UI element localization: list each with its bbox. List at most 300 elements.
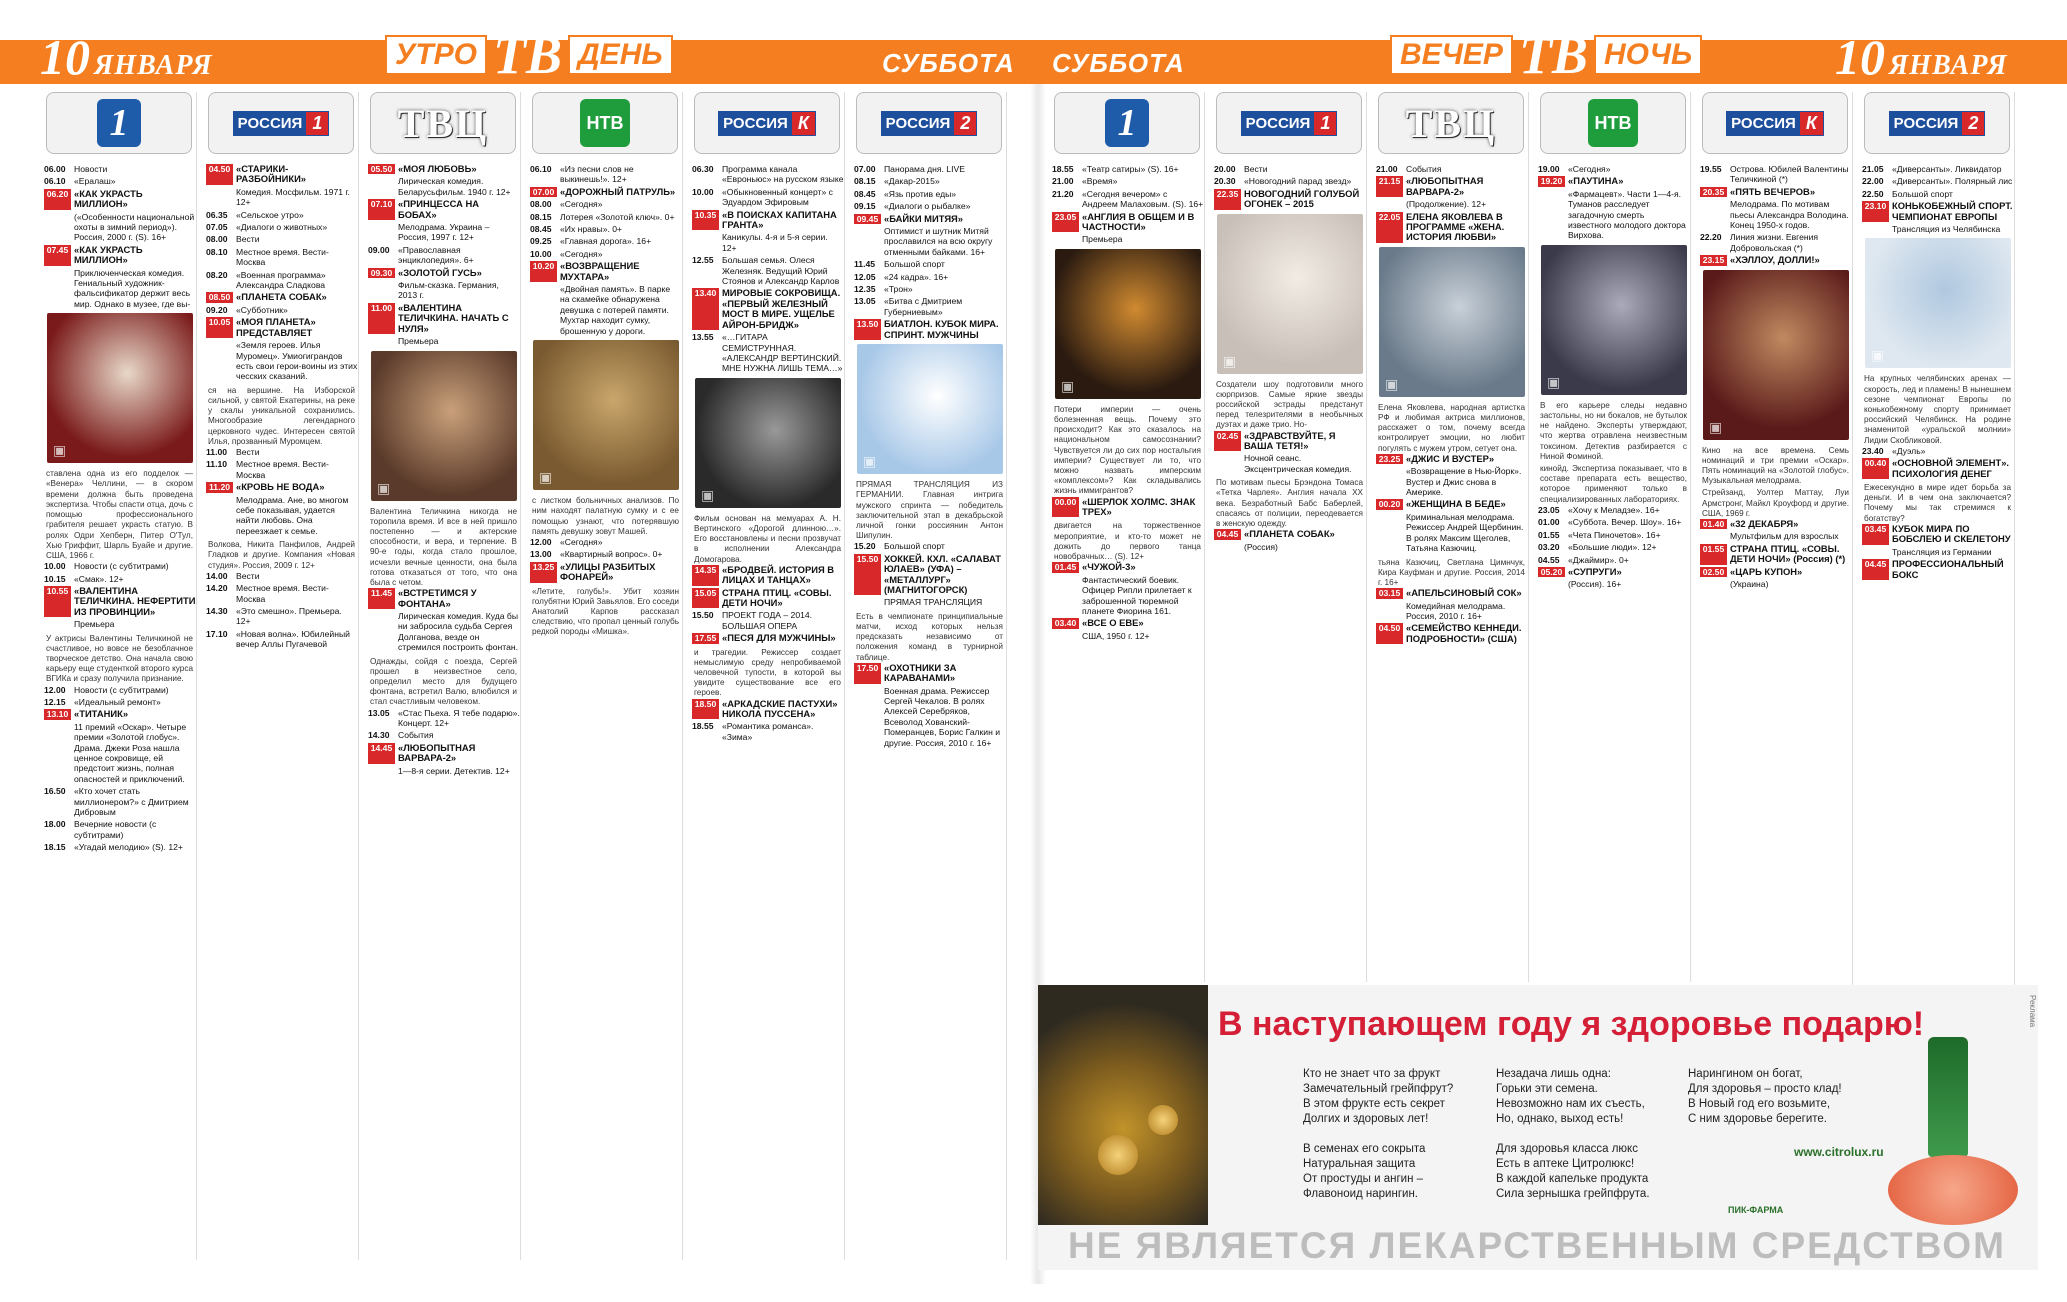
program-time: 14.45 [368,743,395,764]
program-row[interactable] [530,224,682,234]
program-list [690,164,844,742]
program-title: «Язь против еды» [884,188,957,199]
program-row[interactable] [530,212,682,222]
program-description: Валентина Теличкина никогда не торопила время. И все в ней пришло постепенно — и актерские способности, и вера, и терпение. В 90-е годы, когда стало прошлое, исчезли вечные ценности, она была готова отказаться от того, что она была с четом. [370,506,517,587]
program-row[interactable] [692,187,844,208]
program-list [1050,164,1204,641]
program-row[interactable] [692,633,844,643]
program-row[interactable] [692,232,844,253]
program-row[interactable] [44,189,196,210]
program-row[interactable] [368,730,520,740]
channel-logo[interactable] [1054,92,1200,154]
program-title: Новости [74,164,108,174]
program-row[interactable] [1538,176,1690,186]
channel-russia-icon [1241,111,1338,136]
program-row[interactable] [206,606,358,627]
program-row[interactable] [206,305,358,315]
program-title: «КАК УКРАСТЬ МИЛЛИОН» [74,187,143,210]
program-row[interactable] [692,288,844,330]
channel-logo[interactable] [1540,92,1686,154]
advertisement [1038,985,2038,1270]
program-row[interactable] [44,722,196,784]
program-title: СТРАНА ПТИЦ. «СОВЫ. ДЕТИ НОЧИ» (Россия) (*) [1730,542,1846,565]
program-row[interactable] [854,259,1006,269]
program-row[interactable] [206,583,358,604]
program-row[interactable] [1862,201,2014,222]
image-icon: ▣ [377,479,391,496]
program-title: (Украина) [1730,579,1769,590]
program-time: 07.00 [530,187,557,197]
program-time: 20.30 [1214,176,1236,187]
program-row[interactable] [692,610,844,631]
channel-logo[interactable] [1378,92,1524,154]
program-title: «МОЯ ЛЮБОВЬ» [398,163,477,174]
program-row[interactable] [1862,446,2014,456]
program-row[interactable] [206,317,358,338]
program-row[interactable] [530,249,682,259]
program-row[interactable] [206,629,358,650]
ornament-ball-icon [1148,1105,1178,1135]
program-title: «Главная дорога». 16+ [560,236,652,247]
program-row[interactable] [1700,567,1852,577]
program-time: 10.20 [530,261,557,282]
program-row[interactable] [44,164,196,174]
program-row[interactable] [44,842,196,852]
program-row[interactable] [44,586,196,617]
program-row[interactable] [530,284,682,336]
program-row[interactable] [692,565,844,586]
program-description: В его карьере следы недавно застольны, но ни бокалов, не бутылок не найдено. Эксперты утверждают, что жертва отравлена неизвестным токсином. Детектив разбирается с Ниной Фоминой. [1540,400,1687,461]
program-title: «Сегодня» [560,536,603,547]
program-row[interactable] [368,280,520,301]
program-title: Оптимист и шутник Митяй прославился на всю округу отменными байками. 16+ [884,226,993,257]
program-time: 18.00 [44,819,66,830]
program-row[interactable] [530,549,682,559]
program-title: «Это смешно». Премьера. 12+ [236,606,342,627]
program-title: «ПЛАНЕТА СОБАК» [236,291,327,303]
logo-word: ДЕНЬ [568,35,673,75]
program-description: Создатели шоу подготовили много сюрпризов. Самые яркие звезды российской эстрады предстанут перед телезрителями в необычных дуэтах и даже трио. Но- [1216,379,1363,430]
program-row[interactable] [1700,164,1852,185]
program-row[interactable] [44,176,196,186]
program-row[interactable] [1376,164,1528,174]
program-row[interactable] [1376,176,1528,197]
program-time: 15.50 [692,610,714,621]
program-row[interactable] [1052,189,1204,210]
channel-number: К [792,112,815,135]
ad-url[interactable]: www.citrolux.ru [1794,1145,1884,1159]
program-title: «ЧУЖОЙ-3» [1082,561,1136,573]
program-time: 12.00 [44,684,66,695]
program-title: Лирическая комедия. Беларусьфильм. 1940 г. 12+ [398,176,511,197]
program-row[interactable] [206,571,358,581]
program-row[interactable] [206,482,358,492]
program-photo [371,351,517,501]
program-row[interactable] [1538,555,1690,565]
program-row[interactable] [530,199,682,209]
program-row[interactable] [206,234,358,244]
program-description: ся на вершине. На Изборской сильной, у святой Екатерины, на реке у скалы уникальной сохранились. Многообразие легендарного церковного чудес. Интересен святой Илья, прозванный Муромцем. [208,385,355,446]
program-title: «Сегодня» [560,199,603,210]
program-title: «Большие люди». 12+ [1568,542,1657,553]
program-row[interactable] [530,537,682,547]
program-time: 06.30 [692,164,714,174]
ad-poem-col2: Незадача лишь одна: Горьки эти семена. Невозможно нам их съесть, Но, однако, выход есть! Для здоровья класса люкс Есть в аптеке Цитролюкс! В каждой капельке продукта Сила зернышка грейпфрута. [1496,1068,1650,1200]
program-title: НОВОГОДНИЙ ГОЛУБОЙ ОГОНЕК – 2015 [1244,187,1360,210]
channel-logo[interactable] [532,92,678,154]
program-row[interactable] [1700,579,1852,589]
program-title: Вести [1244,164,1268,174]
program-title: «Диалоги о рыбалке» [884,201,971,212]
program-row[interactable] [1376,588,1528,598]
program-row[interactable] [368,268,520,278]
program-list [204,164,358,650]
program-row[interactable] [1862,189,2014,199]
program-time: 06.20 [44,189,71,210]
program-row[interactable] [1538,164,1690,174]
program-time: 01.40 [1700,519,1727,529]
program-title: «Квартирный вопрос». 0+ [560,549,663,560]
program-row[interactable] [44,619,196,629]
program-time: 11.45 [854,259,876,270]
program-row[interactable] [206,447,358,457]
program-row[interactable] [1052,631,1204,641]
program-row[interactable] [1376,199,1528,209]
program-row[interactable] [44,709,196,719]
program-row[interactable] [1376,499,1528,509]
program-row[interactable] [1376,623,1528,644]
program-row[interactable] [368,222,520,243]
program-time [44,268,71,310]
program-row[interactable] [206,495,358,537]
program-row[interactable] [1700,199,1852,230]
program-row[interactable] [368,611,520,653]
program-row[interactable] [1052,234,1204,244]
program-time [1214,453,1241,474]
program-row[interactable] [1214,176,1366,186]
program-row[interactable] [692,255,844,286]
program-row[interactable] [854,663,1006,684]
program-row[interactable] [1538,542,1690,552]
program-title: «ВСТРЕТИМСЯ У ФОНТАНА» [398,587,477,609]
program-title: Трансляция из Германии [1892,546,1992,557]
program-title: Военная драма. Режиссер Сергей Чекалов. В ролях Алексей Серебряков, Всеволод Хованский-Померанцев, Борис Галкин и другие. Россия, 2010 г. 16+ [884,685,1001,748]
program-row[interactable] [692,588,844,609]
channel-column [1212,92,1367,982]
program-row[interactable] [854,176,1006,186]
program-title: «ЖЕНЩИНА В БЕДЕ» [1406,498,1506,510]
program-title: «ЛЮБОПЫТНАЯ ВАРВАРА-2» [398,741,476,764]
program-time: 09.25 [530,236,552,247]
channel-logo[interactable] [1702,92,1848,154]
program-row[interactable] [368,176,520,197]
program-row[interactable] [1862,458,2014,479]
channel-logo[interactable] [370,92,516,154]
logo-tv: ТВ [1518,25,1588,85]
program-row[interactable] [854,226,1006,257]
program-row[interactable] [44,561,196,571]
program-time: 22.00 [1862,176,1884,187]
program-row[interactable] [206,222,358,232]
ad-headline: В наступающем году я здоровье подарю! [1218,1005,1925,1043]
program-row[interactable] [206,270,358,291]
program-list [1698,164,1852,590]
program-row[interactable] [1862,559,2014,580]
program-time [44,722,71,784]
program-row[interactable] [1376,601,1528,622]
program-time: 00.00 [1052,497,1079,518]
program-title: «ОСНОВНОЙ ЭЛЕМЕНТ». ПСИХОЛОГИЯ ДЕНЕГ [1892,457,2010,479]
program-row[interactable] [1700,255,1852,265]
program-row[interactable] [1214,529,1366,539]
program-time: 10.15 [44,573,66,584]
program-time: 08.20 [206,269,228,280]
day-name-left: СУББОТА [882,48,1015,78]
program-row[interactable] [206,459,358,480]
program-row[interactable] [692,721,844,742]
image-icon: ▣ [1385,375,1399,392]
program-time [1700,199,1727,230]
program-row[interactable] [368,766,520,776]
program-time: 22.05 [1376,212,1403,243]
program-title: «Обыкновенный концерт» с Эдуардом Эфировым [722,186,833,208]
program-row[interactable] [368,245,520,266]
program-row[interactable] [1052,575,1204,617]
logo-word: УТРО [385,35,487,75]
program-time: 23.05 [1538,504,1560,515]
channel-column [690,92,845,1260]
program-row[interactable] [854,272,1006,282]
channel-column [366,92,521,1260]
program-row[interactable] [530,236,682,246]
program-row[interactable] [206,210,358,220]
program-photo [857,344,1003,474]
program-title: «СЕМЕЙСТВО КЕННЕДИ. ПОДРОБНОСТИ» (США) [1406,622,1522,644]
program-row[interactable] [854,296,1006,317]
program-time [692,232,719,253]
channel-name: РОССИЯ [882,112,955,135]
image-icon: ▣ [1223,352,1237,369]
program-title: «24 кадра». 16+ [884,271,949,282]
program-title: «ЦАРЬ КУПОН» [1730,565,1803,577]
program-row[interactable] [368,303,520,334]
program-title: «ПАУТИНА» [1568,175,1624,187]
date-right [1835,28,2008,86]
program-row[interactable] [854,201,1006,211]
program-title: «БРОДВЕЙ. ИСТОРИЯ В ЛИЦАХ И ТАНЦАХ» [722,563,835,586]
program-title: «Сегодня» [1568,164,1611,174]
program-time: 06.35 [206,209,228,220]
program-row[interactable] [1376,466,1528,497]
channel-logo[interactable] [1864,92,2010,154]
program-title: «Диверсанты». Полярный лис [1892,176,2013,187]
program-description: Волкова, Никита Панфилов, Андрей Гладков и другие. Компания «Новая студия». Россия, 2009 г. 12+ [208,540,355,570]
program-row[interactable] [1214,189,1366,210]
logo-tv: ТВ [493,25,563,85]
program-row[interactable] [206,164,358,185]
program-row[interactable] [368,743,520,764]
channel-ntv-icon: НТВ [1588,99,1638,147]
program-row[interactable] [206,340,358,382]
program-row[interactable] [1538,505,1690,515]
program-row[interactable] [44,268,196,310]
channel-one-icon: 1 [97,99,141,147]
program-time [44,619,71,629]
program-row[interactable] [1376,454,1528,464]
program-time: 02.50 [1700,567,1727,577]
program-row[interactable] [692,210,844,231]
program-row[interactable] [44,685,196,695]
program-time [854,597,881,607]
program-time: 04.45 [1214,529,1241,539]
program-time: 17.55 [692,633,719,643]
program-row[interactable] [854,554,1006,596]
channel-logo[interactable] [46,92,192,154]
program-row[interactable] [692,332,844,374]
program-time [1376,466,1403,497]
program-row[interactable] [1052,497,1204,518]
program-description: Фильм основан на мемуарах А. Н. Вертинского «Дорогой длинною…». Его восстановлены и песни прозвучат в исполнении Александра Домогарова. [694,513,841,564]
channel-russia-icon [881,111,978,136]
program-row[interactable] [1214,164,1366,174]
program-row[interactable] [1700,531,1852,541]
program-row[interactable] [1214,542,1366,552]
program-row[interactable] [854,189,1006,199]
program-row[interactable] [1862,524,2014,545]
program-row[interactable] [692,699,844,720]
program-row[interactable] [368,164,520,174]
program-row[interactable] [1700,187,1852,197]
program-row[interactable] [368,708,520,729]
program-title: «Субботник» [236,304,288,315]
program-row[interactable] [1052,176,1204,186]
program-time: 23.40 [1862,445,1884,456]
program-time: 04.45 [1862,559,1889,580]
program-row[interactable] [1052,212,1204,233]
program-row[interactable] [44,574,196,584]
program-row[interactable] [1052,164,1204,174]
program-title: Большой спорт [1892,188,1953,199]
program-title: «Сегодня вечером» с Андреем Малаховым. (S). 16+ [1082,188,1204,210]
program-time: 22.35 [1214,189,1241,210]
program-title: «Из песни слов не выкинешь!». 12+ [560,164,634,185]
program-title: Мультфильм для взрослых [1730,531,1839,542]
program-title: «Трон» [884,284,913,295]
channel-column [1374,92,1529,982]
program-row[interactable] [1862,224,2014,234]
program-title: Криминальная мелодрама. Режиссер Андрей Щербинин. В ролях Максим Щеголев, Татьяна Казючиц. [1406,511,1524,554]
channel-russia-icon [1726,111,1824,136]
program-title: Комедия. Мосфильм. 1971 г. 12+ [236,186,350,208]
program-row[interactable] [1052,618,1204,628]
program-row[interactable] [1052,562,1204,572]
program-description: тьяна Казючиц, Светлана Цимнчук, Кира Кауфман и другие. Россия, 2014 г. 16+ [1378,557,1525,587]
image-icon: ▣ [701,486,715,503]
program-row[interactable] [1538,517,1690,527]
channel-name: РОССИЯ [1242,112,1315,135]
program-title: «Чета Пиночетов». 16+ [1568,529,1661,540]
program-row[interactable] [44,697,196,707]
program-row[interactable] [1700,544,1852,565]
date-month: ЯНВАРЯ [94,50,213,81]
channel-logo[interactable] [694,92,840,154]
program-row[interactable] [44,786,196,817]
program-time [368,280,395,301]
program-row[interactable] [854,164,1006,174]
program-row[interactable] [530,562,682,583]
program-row[interactable] [854,686,1006,748]
program-row[interactable] [1862,164,2014,174]
program-row[interactable] [368,588,520,609]
channel-russia-icon [718,111,816,136]
channel-logo[interactable] [1216,92,1362,154]
logo-word: НОЧЬ [1594,35,1702,75]
channel-logo[interactable] [856,92,1002,154]
program-row[interactable] [1538,567,1690,577]
program-row[interactable] [1862,176,2014,186]
program-description: На крупных челябинских аренах — скорость, лед и пламень! В нынешнем сезоне чемпионат Европы по конькобежному спорту принимает российский Челябинск. На родине знаменитой «уральской молнии» Лидии Скобликовой. [1864,374,2011,445]
program-title: «Театр сатиры» (S). 16+ [1082,164,1179,174]
program-list [366,164,520,776]
program-time: 20.35 [1700,187,1727,197]
program-row[interactable] [1862,547,2014,557]
program-row[interactable] [530,187,682,197]
program-title: Фильм-сказка. Германия, 2013 г. [398,280,499,301]
program-row[interactable] [854,214,1006,224]
program-time: 02.45 [1214,431,1241,452]
program-row[interactable] [1376,512,1528,554]
program-row[interactable] [854,319,1006,340]
date-left [40,28,213,86]
program-list [1212,164,1366,552]
program-row[interactable] [368,336,520,346]
program-photo [1541,245,1687,395]
program-row[interactable] [854,541,1006,551]
program-time: 00.40 [1862,458,1889,479]
program-row[interactable] [1538,530,1690,540]
program-time: 04.50 [206,164,233,185]
program-row[interactable] [44,212,196,243]
program-time: 09.00 [368,244,390,255]
program-row[interactable] [854,284,1006,294]
program-row[interactable] [530,164,682,185]
program-row[interactable] [368,199,520,220]
channel-tvc-icon: ТВЦ [397,100,489,146]
program-row[interactable] [1376,212,1528,243]
program-time: 14.30 [206,606,228,617]
program-title: Комедийная мелодрама. Россия, 2010 г. 16+ [1406,600,1506,621]
program-photo [1055,249,1201,399]
program-row[interactable] [1700,519,1852,529]
program-row[interactable] [1214,453,1366,474]
program-row[interactable] [44,819,196,840]
program-row[interactable] [1700,232,1852,253]
program-row[interactable] [206,247,358,268]
program-row[interactable] [1538,579,1690,589]
program-row[interactable] [854,597,1006,607]
program-row[interactable] [692,164,844,185]
program-description: Стрейзанд, Уолтер Маттау, Луи Армстронг, Майкл Кроуфорд и другие. США, 1969 г. [1702,488,1849,518]
program-row[interactable] [206,292,358,302]
program-row[interactable] [44,245,196,266]
program-row[interactable] [206,187,358,208]
program-title: 1—8-я серии. Детектив. 12+ [398,765,510,776]
program-row[interactable] [530,261,682,282]
program-row[interactable] [1538,189,1690,241]
channel-logo[interactable] [208,92,354,154]
program-time [1862,547,1889,557]
program-row[interactable] [1214,431,1366,452]
